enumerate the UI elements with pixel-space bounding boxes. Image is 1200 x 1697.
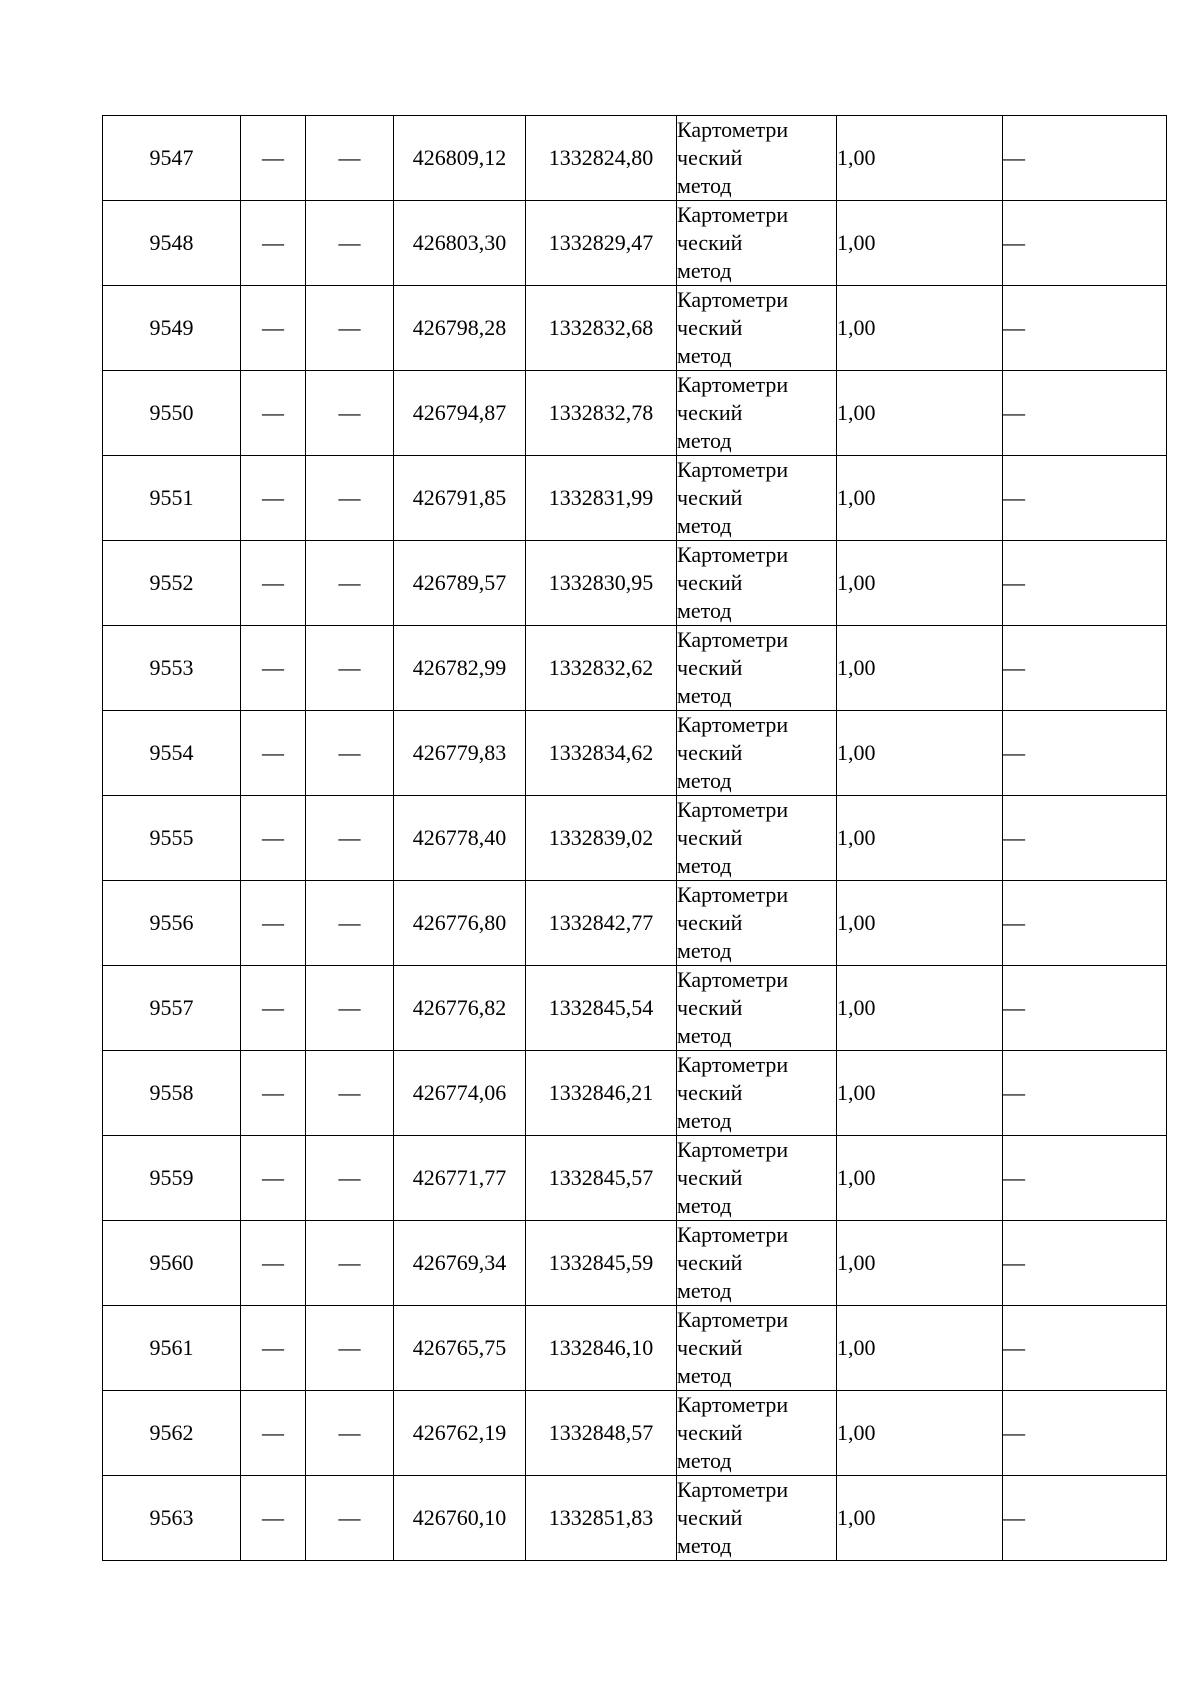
- y-coordinate-cell: 1332824,80: [526, 116, 677, 201]
- accuracy-cell: 1,00: [837, 796, 1003, 881]
- y-coordinate-cell: 1332848,57: [526, 1391, 677, 1476]
- method-cell: [677, 371, 837, 456]
- method-text-line: Картометри: [677, 457, 789, 482]
- method-text-line: метод: [677, 938, 732, 963]
- empty-value-cell: —: [1003, 1051, 1167, 1136]
- empty-value-cell: —: [306, 286, 394, 371]
- point-number-cell: 9552: [103, 541, 241, 626]
- method-text-line: ческий: [677, 1250, 743, 1275]
- x-coordinate-cell: 426779,83: [394, 711, 526, 796]
- method-cell: [677, 1136, 837, 1221]
- accuracy-cell: 1,00: [837, 966, 1003, 1051]
- method-text-line: ческий: [677, 995, 743, 1020]
- y-coordinate-cell: 1332846,10: [526, 1306, 677, 1391]
- method-text-line: Картометри: [677, 712, 789, 737]
- empty-value-cell: —: [1003, 881, 1167, 966]
- y-coordinate-cell: 1332845,59: [526, 1221, 677, 1306]
- method-text-line: ческий: [677, 655, 743, 680]
- y-coordinate-cell: 1332845,54: [526, 966, 677, 1051]
- y-coordinate-cell: 1332851,83: [526, 1476, 677, 1561]
- point-number-cell: 9562: [103, 1391, 241, 1476]
- empty-value-cell: —: [241, 626, 306, 711]
- method-text-line: метод: [677, 768, 732, 793]
- method-text-line: Картометри: [677, 1392, 789, 1417]
- point-number-cell: 9560: [103, 1221, 241, 1306]
- method-text-line: Картометри: [677, 627, 789, 652]
- empty-value-cell: —: [1003, 286, 1167, 371]
- point-number-cell: 9548: [103, 201, 241, 286]
- method-text-line: Картометри: [677, 797, 789, 822]
- y-coordinate-cell: 1332832,68: [526, 286, 677, 371]
- method-text-line: метод: [677, 343, 732, 368]
- empty-value-cell: —: [241, 1221, 306, 1306]
- accuracy-cell: 1,00: [837, 1221, 1003, 1306]
- x-coordinate-cell: 426769,34: [394, 1221, 526, 1306]
- empty-value-cell: —: [306, 116, 394, 201]
- y-coordinate-cell: 1332845,57: [526, 1136, 677, 1221]
- method-text-line: ческий: [677, 485, 743, 510]
- y-coordinate-cell: 1332830,95: [526, 541, 677, 626]
- x-coordinate-cell: 426760,10: [394, 1476, 526, 1561]
- method-text-line: Картометри: [677, 287, 789, 312]
- method-text-line: Картометри: [677, 882, 789, 907]
- y-coordinate-cell: 1332839,02: [526, 796, 677, 881]
- method-cell: [677, 541, 837, 626]
- x-coordinate-cell: 426776,82: [394, 966, 526, 1051]
- point-number-cell: 9558: [103, 1051, 241, 1136]
- empty-value-cell: —: [241, 711, 306, 796]
- method-text-line: ческий: [677, 400, 743, 425]
- method-text-line: метод: [677, 853, 732, 878]
- accuracy-cell: 1,00: [837, 1306, 1003, 1391]
- empty-value-cell: —: [306, 371, 394, 456]
- y-coordinate-cell: 1332834,62: [526, 711, 677, 796]
- method-cell: [677, 796, 837, 881]
- method-text-line: метод: [677, 1448, 732, 1473]
- empty-value-cell: —: [1003, 456, 1167, 541]
- method-cell: [677, 286, 837, 371]
- method-text-line: Картометри: [677, 1477, 789, 1502]
- coordinates-table: [102, 115, 1167, 1561]
- method-text-line: метод: [677, 258, 732, 283]
- y-coordinate-cell: 1332832,78: [526, 371, 677, 456]
- method-text-line: ческий: [677, 1505, 743, 1530]
- method-text-line: ческий: [677, 740, 743, 765]
- table-row: [103, 1391, 1167, 1476]
- method-cell: [677, 1221, 837, 1306]
- method-text-line: Картометри: [677, 542, 789, 567]
- empty-value-cell: —: [241, 1051, 306, 1136]
- empty-value-cell: —: [241, 371, 306, 456]
- point-number-cell: 9547: [103, 116, 241, 201]
- table-row: [103, 1221, 1167, 1306]
- method-text-line: метод: [677, 1363, 732, 1388]
- method-text-line: метод: [677, 513, 732, 538]
- accuracy-cell: 1,00: [837, 541, 1003, 626]
- method-text-line: Картометри: [677, 1222, 789, 1247]
- empty-value-cell: —: [306, 626, 394, 711]
- empty-value-cell: —: [306, 541, 394, 626]
- empty-value-cell: —: [1003, 541, 1167, 626]
- method-text-line: метод: [677, 683, 732, 708]
- empty-value-cell: —: [306, 201, 394, 286]
- empty-value-cell: —: [241, 541, 306, 626]
- method-cell: [677, 456, 837, 541]
- point-number-cell: 9561: [103, 1306, 241, 1391]
- accuracy-cell: 1,00: [837, 1476, 1003, 1561]
- accuracy-cell: 1,00: [837, 116, 1003, 201]
- empty-value-cell: —: [306, 966, 394, 1051]
- empty-value-cell: —: [1003, 1476, 1167, 1561]
- empty-value-cell: —: [241, 456, 306, 541]
- point-number-cell: 9556: [103, 881, 241, 966]
- accuracy-cell: 1,00: [837, 1391, 1003, 1476]
- table-row: [103, 966, 1167, 1051]
- x-coordinate-cell: 426803,30: [394, 201, 526, 286]
- empty-value-cell: —: [306, 796, 394, 881]
- y-coordinate-cell: 1332846,21: [526, 1051, 677, 1136]
- empty-value-cell: —: [306, 1221, 394, 1306]
- method-cell: [677, 116, 837, 201]
- table-row: [103, 1051, 1167, 1136]
- method-text-line: Картометри: [677, 1137, 789, 1162]
- point-number-cell: 9549: [103, 286, 241, 371]
- x-coordinate-cell: 426765,75: [394, 1306, 526, 1391]
- x-coordinate-cell: 426771,77: [394, 1136, 526, 1221]
- method-text-line: Картометри: [677, 967, 789, 992]
- method-cell: [677, 1306, 837, 1391]
- empty-value-cell: —: [241, 1391, 306, 1476]
- table-row: [103, 116, 1167, 201]
- empty-value-cell: —: [241, 1476, 306, 1561]
- point-number-cell: 9563: [103, 1476, 241, 1561]
- method-text-line: Картометри: [677, 202, 789, 227]
- table-row: [103, 371, 1167, 456]
- coordinates-table-body: [103, 116, 1167, 1561]
- empty-value-cell: —: [306, 1136, 394, 1221]
- table-row: [103, 1306, 1167, 1391]
- empty-value-cell: —: [241, 881, 306, 966]
- table-row: [103, 456, 1167, 541]
- empty-value-cell: —: [1003, 371, 1167, 456]
- x-coordinate-cell: 426791,85: [394, 456, 526, 541]
- empty-value-cell: —: [306, 1306, 394, 1391]
- empty-value-cell: —: [1003, 1391, 1167, 1476]
- empty-value-cell: —: [241, 116, 306, 201]
- table-row: [103, 286, 1167, 371]
- method-text-line: метод: [677, 1108, 732, 1133]
- method-cell: [677, 966, 837, 1051]
- x-coordinate-cell: 426782,99: [394, 626, 526, 711]
- method-text-line: ческий: [677, 570, 743, 595]
- empty-value-cell: —: [306, 1391, 394, 1476]
- x-coordinate-cell: 426778,40: [394, 796, 526, 881]
- method-text-line: ческий: [677, 145, 743, 170]
- y-coordinate-cell: 1332842,77: [526, 881, 677, 966]
- empty-value-cell: —: [306, 711, 394, 796]
- point-number-cell: 9553: [103, 626, 241, 711]
- x-coordinate-cell: 426798,28: [394, 286, 526, 371]
- method-text-line: метод: [677, 1023, 732, 1048]
- method-cell: [677, 881, 837, 966]
- method-text-line: ческий: [677, 230, 743, 255]
- point-number-cell: 9550: [103, 371, 241, 456]
- method-cell: [677, 1476, 837, 1561]
- point-number-cell: 9554: [103, 711, 241, 796]
- accuracy-cell: 1,00: [837, 201, 1003, 286]
- method-text-line: метод: [677, 428, 732, 453]
- empty-value-cell: —: [241, 201, 306, 286]
- empty-value-cell: —: [306, 1051, 394, 1136]
- y-coordinate-cell: 1332829,47: [526, 201, 677, 286]
- accuracy-cell: 1,00: [837, 456, 1003, 541]
- x-coordinate-cell: 426774,06: [394, 1051, 526, 1136]
- empty-value-cell: —: [241, 286, 306, 371]
- method-text-line: метод: [677, 1193, 732, 1218]
- method-text-line: ческий: [677, 1335, 743, 1360]
- method-text-line: ческий: [677, 1165, 743, 1190]
- table-row: [103, 1476, 1167, 1561]
- empty-value-cell: —: [1003, 201, 1167, 286]
- accuracy-cell: 1,00: [837, 286, 1003, 371]
- empty-value-cell: —: [1003, 966, 1167, 1051]
- method-text-line: ческий: [677, 1420, 743, 1445]
- method-cell: [677, 1391, 837, 1476]
- method-text-line: метод: [677, 1533, 732, 1558]
- accuracy-cell: 1,00: [837, 626, 1003, 711]
- empty-value-cell: —: [1003, 116, 1167, 201]
- table-row: [103, 1136, 1167, 1221]
- point-number-cell: 9555: [103, 796, 241, 881]
- method-text-line: ческий: [677, 315, 743, 340]
- method-text-line: метод: [677, 173, 732, 198]
- x-coordinate-cell: 426776,80: [394, 881, 526, 966]
- empty-value-cell: —: [306, 881, 394, 966]
- point-number-cell: 9559: [103, 1136, 241, 1221]
- table-row: [103, 711, 1167, 796]
- empty-value-cell: —: [306, 456, 394, 541]
- point-number-cell: 9551: [103, 456, 241, 541]
- method-text-line: ческий: [677, 910, 743, 935]
- y-coordinate-cell: 1332831,99: [526, 456, 677, 541]
- table-row: [103, 796, 1167, 881]
- method-text-line: метод: [677, 598, 732, 623]
- empty-value-cell: —: [306, 1476, 394, 1561]
- table-row: [103, 541, 1167, 626]
- method-text-line: метод: [677, 1278, 732, 1303]
- empty-value-cell: —: [241, 966, 306, 1051]
- x-coordinate-cell: 426809,12: [394, 116, 526, 201]
- accuracy-cell: 1,00: [837, 1051, 1003, 1136]
- table-row: [103, 881, 1167, 966]
- method-text-line: ческий: [677, 1080, 743, 1105]
- method-cell: [677, 626, 837, 711]
- method-text-line: Картометри: [677, 1052, 789, 1077]
- x-coordinate-cell: 426794,87: [394, 371, 526, 456]
- method-text-line: Картометри: [677, 372, 789, 397]
- x-coordinate-cell: 426762,19: [394, 1391, 526, 1476]
- empty-value-cell: —: [1003, 1221, 1167, 1306]
- empty-value-cell: —: [241, 1136, 306, 1221]
- empty-value-cell: —: [241, 1306, 306, 1391]
- accuracy-cell: 1,00: [837, 881, 1003, 966]
- method-cell: [677, 711, 837, 796]
- empty-value-cell: —: [1003, 711, 1167, 796]
- y-coordinate-cell: 1332832,62: [526, 626, 677, 711]
- empty-value-cell: —: [1003, 796, 1167, 881]
- method-text-line: Картометри: [677, 117, 789, 142]
- table-row: [103, 626, 1167, 711]
- empty-value-cell: —: [241, 796, 306, 881]
- table-row: [103, 201, 1167, 286]
- empty-value-cell: —: [1003, 1136, 1167, 1221]
- empty-value-cell: —: [1003, 1306, 1167, 1391]
- accuracy-cell: 1,00: [837, 711, 1003, 796]
- empty-value-cell: —: [1003, 626, 1167, 711]
- method-cell: [677, 201, 837, 286]
- method-cell: [677, 1051, 837, 1136]
- method-text-line: Картометри: [677, 1307, 789, 1332]
- accuracy-cell: 1,00: [837, 371, 1003, 456]
- x-coordinate-cell: 426789,57: [394, 541, 526, 626]
- point-number-cell: 9557: [103, 966, 241, 1051]
- method-text-line: ческий: [677, 825, 743, 850]
- accuracy-cell: 1,00: [837, 1136, 1003, 1221]
